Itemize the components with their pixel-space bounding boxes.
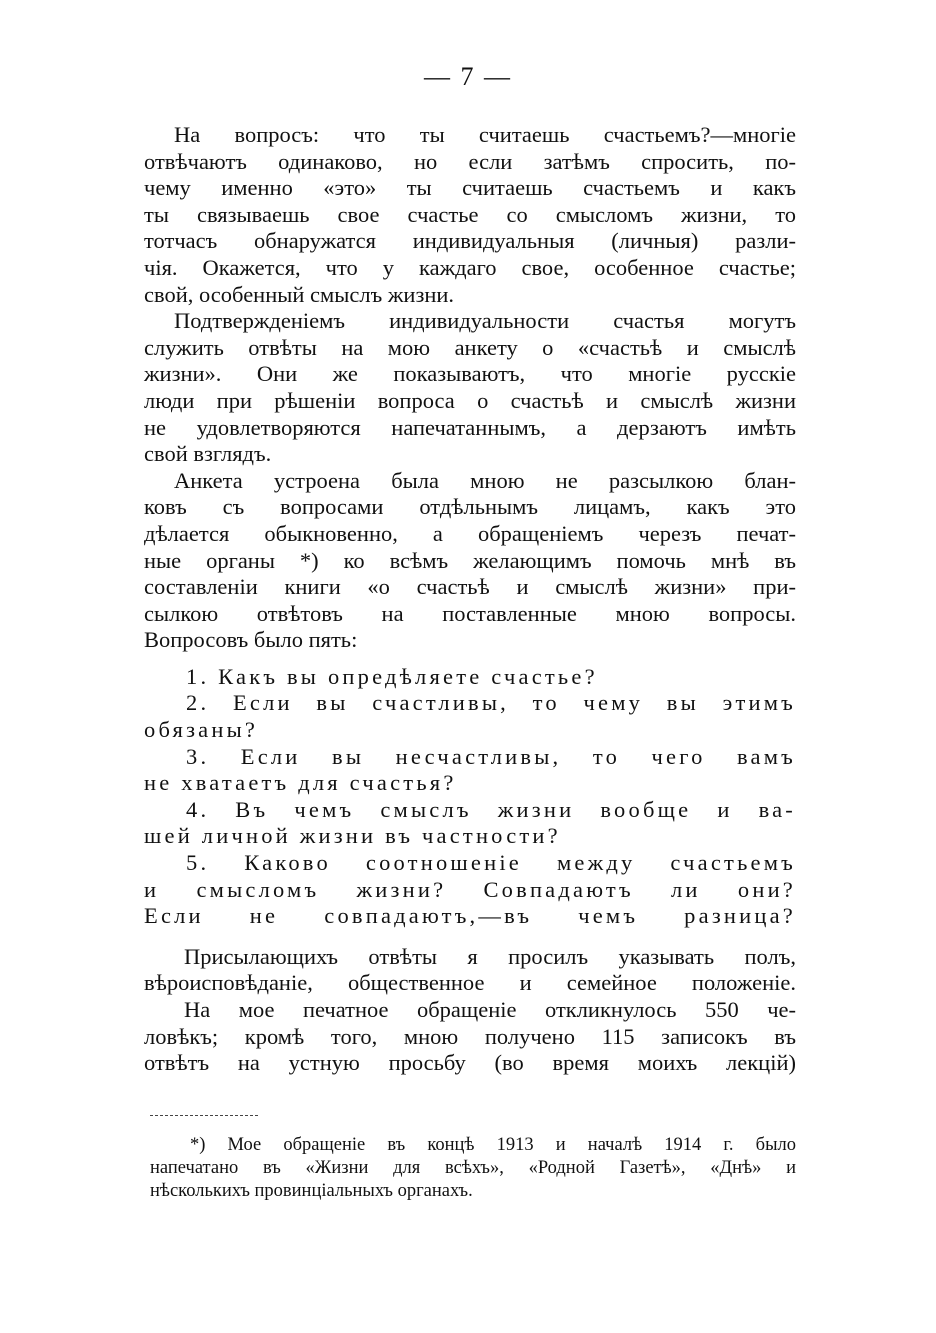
question-item	[144, 744, 796, 797]
question-line: 2. Если вы счастливы, то чему вы этимъ	[186, 690, 796, 716]
footnote-line: напечатано въ «Жизни для всѣхъ», «Родной Газетѣ», «Днѣ» и	[150, 1158, 796, 1178]
text-line: чему именно «это» ты считаешь счастьемъ и какъ	[144, 175, 796, 201]
footnote-line: *) Мое обращеніе въ концѣ 1913 и началѣ 1914 г. было	[190, 1135, 796, 1155]
text-line: На мое печатное обращеніе откликнулось 550 че-	[184, 997, 796, 1022]
text-line: Вопросовъ было пять:	[144, 627, 358, 653]
spacer	[144, 930, 796, 944]
text-line: вѣроисповѣданіе, общественное и семейное положеніе.	[144, 970, 796, 996]
question-item	[144, 664, 796, 691]
text-line: Присылающихъ отвѣты я просилъ указывать полъ,	[184, 943, 796, 969]
text-line: жизни». Они же показываютъ, что многіе русскіе	[144, 361, 796, 387]
footnote-divider	[150, 1115, 258, 1116]
question-line: и смысломъ жизни? Совпадаютъ ли они?	[144, 876, 796, 902]
text-line: люди при рѣшеніи вопроса о счастьѣ и смыслѣ жизни	[144, 387, 796, 413]
text-line: служить отвѣты на мою анкету о «счастьѣ и смыслѣ	[144, 334, 796, 360]
text-line: ные органы *) ко всѣмъ желающимъ помочь мнѣ въ	[144, 547, 796, 573]
paragraph	[144, 997, 796, 1077]
question-item	[144, 850, 796, 930]
text-line: Анкета устроена была мною не разсылкою блан-	[174, 467, 796, 493]
main-text	[144, 122, 796, 1077]
text-line: ты связываешь свое счастье со смысломъ жизни, то	[144, 201, 796, 227]
question-line: шей личной жизни въ частности?	[144, 823, 561, 849]
question-item	[144, 797, 796, 850]
text-line: Подтвержденіемъ индивидуальности счастья могутъ	[174, 308, 796, 334]
question-line: не хватаетъ для счастья?	[144, 770, 457, 796]
paragraph	[144, 122, 796, 308]
text-line: свой, особенный смыслъ жизни.	[144, 281, 455, 307]
text-line: тотчасъ обнаружатся индивидуальныя (личныя) разли-	[144, 228, 796, 254]
text-line: чія. Окажется, что у каждаго свое, особенное счастье;	[144, 254, 796, 280]
paragraph	[144, 944, 796, 997]
text-line: ковъ съ вопросами отдѣльнымъ лицамъ, какъ это	[144, 494, 796, 520]
footnote	[150, 1134, 796, 1203]
text-line: не удовлетворяются напечатаннымъ, а дерзаютъ имѣть	[144, 414, 796, 440]
text-line: На вопросъ: что ты считаешь счастьемъ?—многіе	[174, 122, 796, 147]
text-line: отвѣтъ на устную просьбу (во время моихъ лекцій)	[144, 1050, 796, 1076]
text-line: составленіи книги «о счастьѣ и смыслѣ жизни» при-	[144, 574, 796, 600]
question-line: Если не совпадаютъ,—въ чемъ разница?	[144, 903, 796, 929]
spacer	[144, 654, 796, 664]
question-line: 3. Если вы несчастливы, то чего вамъ	[186, 743, 796, 769]
text-line: отвѣчаютъ одинаково, но если затѣмъ спросить, по-	[144, 148, 796, 174]
paragraph	[144, 468, 796, 654]
footnote-line: нѣсколькихъ провинціальныхъ органахъ.	[150, 1181, 473, 1201]
text-line: дѣлается обыкновенно, а обращеніемъ черезъ печат-	[144, 520, 796, 546]
text-line: ловѣкъ; кромѣ того, мною получено 115 записокъ въ	[144, 1023, 796, 1049]
question-line: 1. Какъ вы опредѣляете счастье?	[186, 663, 598, 689]
paragraph	[144, 308, 796, 468]
question-item	[144, 690, 796, 743]
question-line: обязаны?	[144, 717, 259, 743]
text-line: свой взглядъ.	[144, 441, 272, 467]
question-line: 4. Въ чемъ смыслъ жизни вообще и ва-	[186, 796, 796, 822]
questions-list	[144, 664, 796, 930]
page-number: — 7 —	[424, 62, 512, 91]
question-line: 5. Каково соотношеніе между счастьемъ	[186, 850, 796, 876]
text-line: сылкою отвѣтовъ на поставленные мною вопросы.	[144, 600, 796, 626]
